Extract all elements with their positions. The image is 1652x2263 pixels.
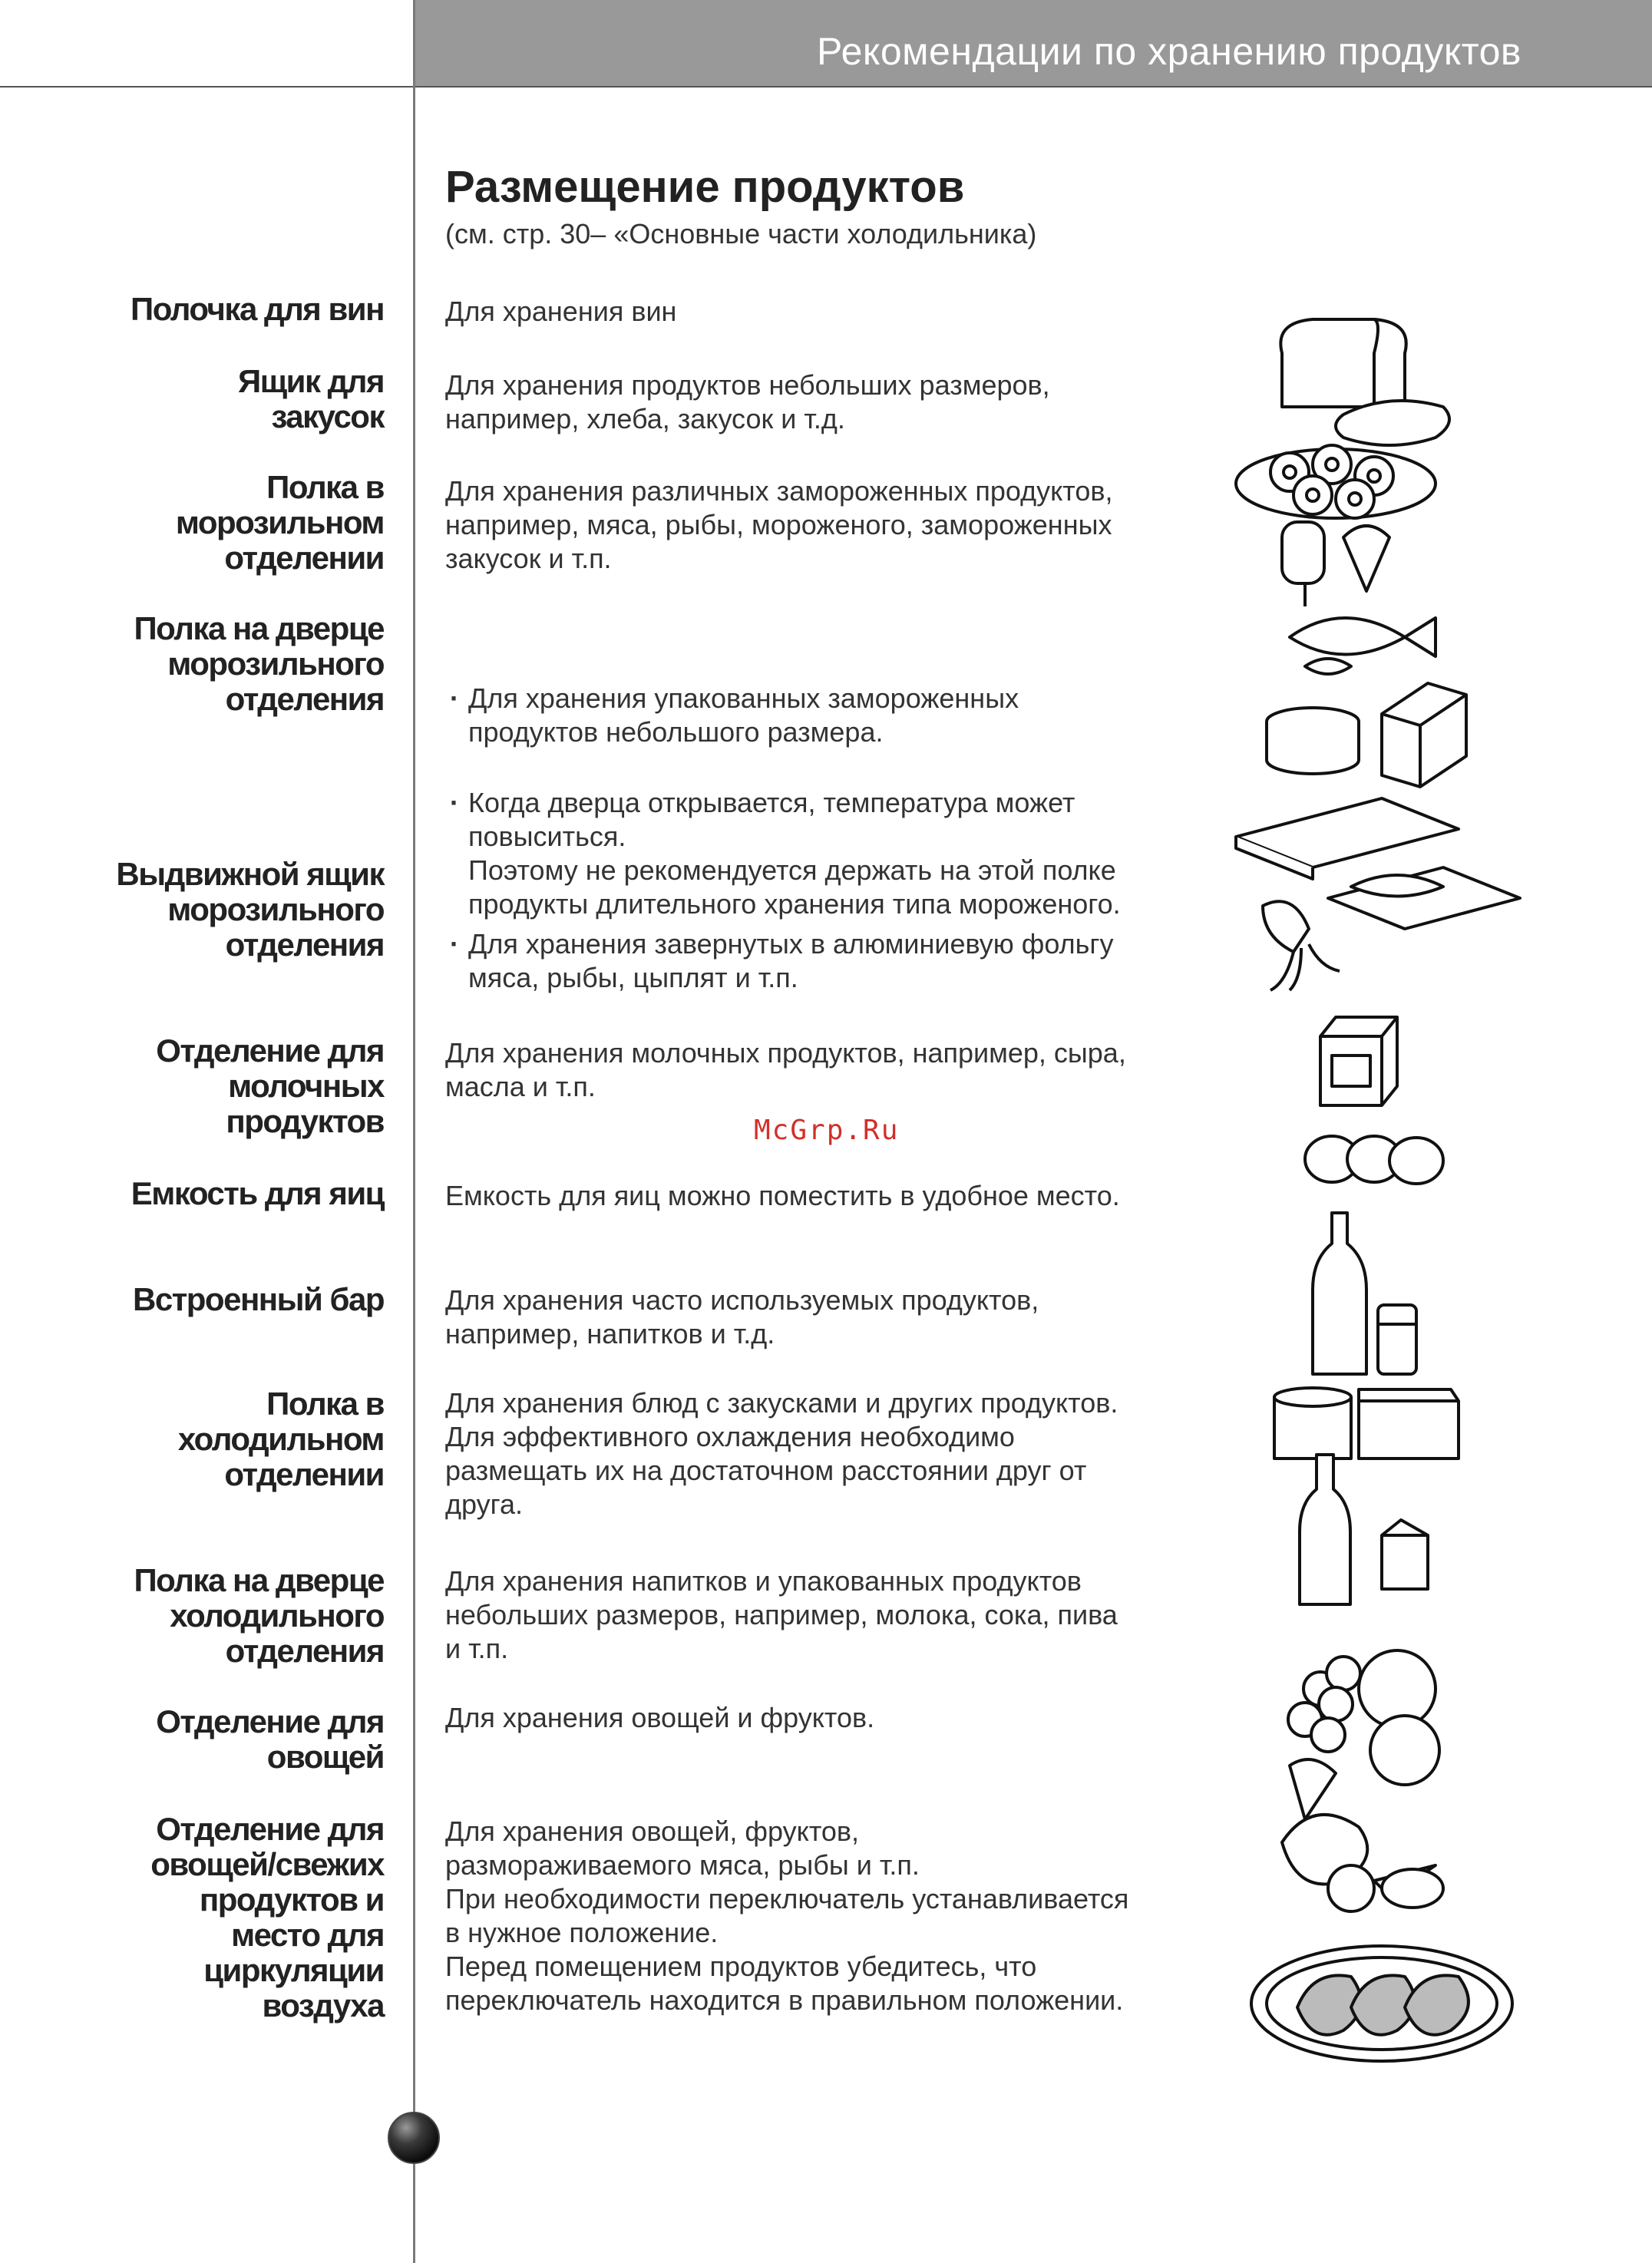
frozen-package-icon	[1382, 683, 1466, 787]
eggs-icon	[1305, 1136, 1443, 1184]
row-desc-freezer-shelf: Для хранения различных замороженных продуктов, например, мяса, рыбы, мороженого, замороженных закусок и т.п.	[445, 475, 1113, 574]
bullet-item: · Для хранения упакованных замороженных продуктов небольшого размера.	[445, 682, 1159, 749]
ice-cream-icon	[1282, 522, 1389, 606]
row-label-freezer-door-shelf: Полка на дверце морозильного отделения	[134, 610, 384, 717]
can-icon	[1267, 708, 1359, 774]
row-label-freezer-drawer: Выдвижной ящик морозильного отделения	[116, 856, 384, 963]
header-title: Рекомендации по хранению продуктов	[816, 30, 1521, 73]
header-band	[415, 0, 1652, 86]
row-label-fresh-zone: Отделение для овощей/свежих продуктов и место для циркуляции воздуха	[150, 1811, 384, 2023]
row-label-snack-drawer: Ящик для закусок	[238, 363, 384, 434]
meat-platter-icon	[1251, 1946, 1512, 2061]
page-subtitle: (см. стр. 30– «Основные части холодильника)	[445, 218, 1037, 249]
watermark: McGrp.Ru	[754, 1115, 900, 1146]
row-desc-dairy: Для хранения молочных продуктов, например, сыра, масла и т.п.	[445, 1037, 1126, 1102]
bullet-item: · Когда дверца открывается, температура может повыситься. Поэтому не рекомендуется держать на этой полке продукты длительного хранения типа мороженого.	[445, 786, 1159, 921]
fruits-icon	[1288, 1650, 1439, 1819]
row-desc-egg-tray: Емкость для яиц можно поместить в удобное место.	[445, 1180, 1120, 1211]
row-desc-wine-shelf: Для хранения вин	[445, 296, 677, 327]
row-label-dairy: Отделение для молочных продуктов	[156, 1032, 384, 1139]
donuts-icon	[1236, 445, 1436, 518]
bullet-item: · Для хранения завернутых в алюминиевую фольгу мяса, рыбы, цыплят и т.п.	[445, 927, 1159, 995]
row-label-vegetable-drawer: Отделение для овощей	[156, 1703, 384, 1775]
row-label-egg-tray: Емкость для яиц	[131, 1175, 384, 1211]
row-desc-vegetable-drawer: Для хранения овощей и фруктов.	[445, 1702, 875, 1733]
row-label-wine-shelf: Полочка для вин	[131, 291, 384, 327]
row-label-home-bar: Встроенный бар	[133, 1281, 384, 1317]
row-label-freezer-shelf: Полка в морозильном отделении	[175, 469, 384, 576]
page-title: Размещение продуктов	[445, 162, 965, 212]
bread-icon	[1280, 319, 1449, 445]
food-containers-icon	[1274, 1388, 1459, 1459]
cheese-box-icon	[1320, 1017, 1397, 1105]
row-label-fridge-door-shelf: Полка на дверце холодильного отделения	[134, 1562, 384, 1669]
squid-icon	[1263, 901, 1340, 990]
row-label-fridge-shelf: Полка в холодильном отделении	[177, 1386, 384, 1492]
row-desc-home-bar: Для хранения часто используемых продуктов, например, напитков и т.д.	[445, 1284, 1039, 1350]
row-desc-fresh-zone: Для хранения овощей, фруктов, размораживаемого мяса, рыбы и т.п. При необходимости переключатель устанавливается в нужное положение. Перед помещением продуктов убедитесь, что переключатель находится в правильном положении.	[445, 1815, 1129, 2016]
food-illustrations	[1228, 307, 1535, 2088]
column-divider	[413, 0, 415, 2263]
bottle-can-icon	[1313, 1213, 1416, 1374]
row-desc-fridge-shelf: Для хранения блюд с закусками и других продуктов. Для эффективного охлаждения необходимо размещать их на достаточном расстоянии друг от друга.	[445, 1387, 1118, 1520]
fish-icon	[1290, 618, 1436, 674]
row-desc-freezer-drawer	[445, 860, 1159, 1065]
bottle-carton-icon	[1300, 1455, 1428, 1604]
row-desc-snack-drawer: Для хранения продуктов небольших размеров, например, хлеба, закусок и т.д.	[445, 369, 1050, 434]
vegetables-icon	[1282, 1815, 1443, 1911]
row-desc-fridge-door-shelf: Для хранения напитков и упакованных продуктов небольших размеров, например, молока, сока, пива и т.п.	[445, 1565, 1118, 1664]
header-rule	[0, 86, 1652, 88]
page-marker-icon	[387, 2111, 441, 2169]
